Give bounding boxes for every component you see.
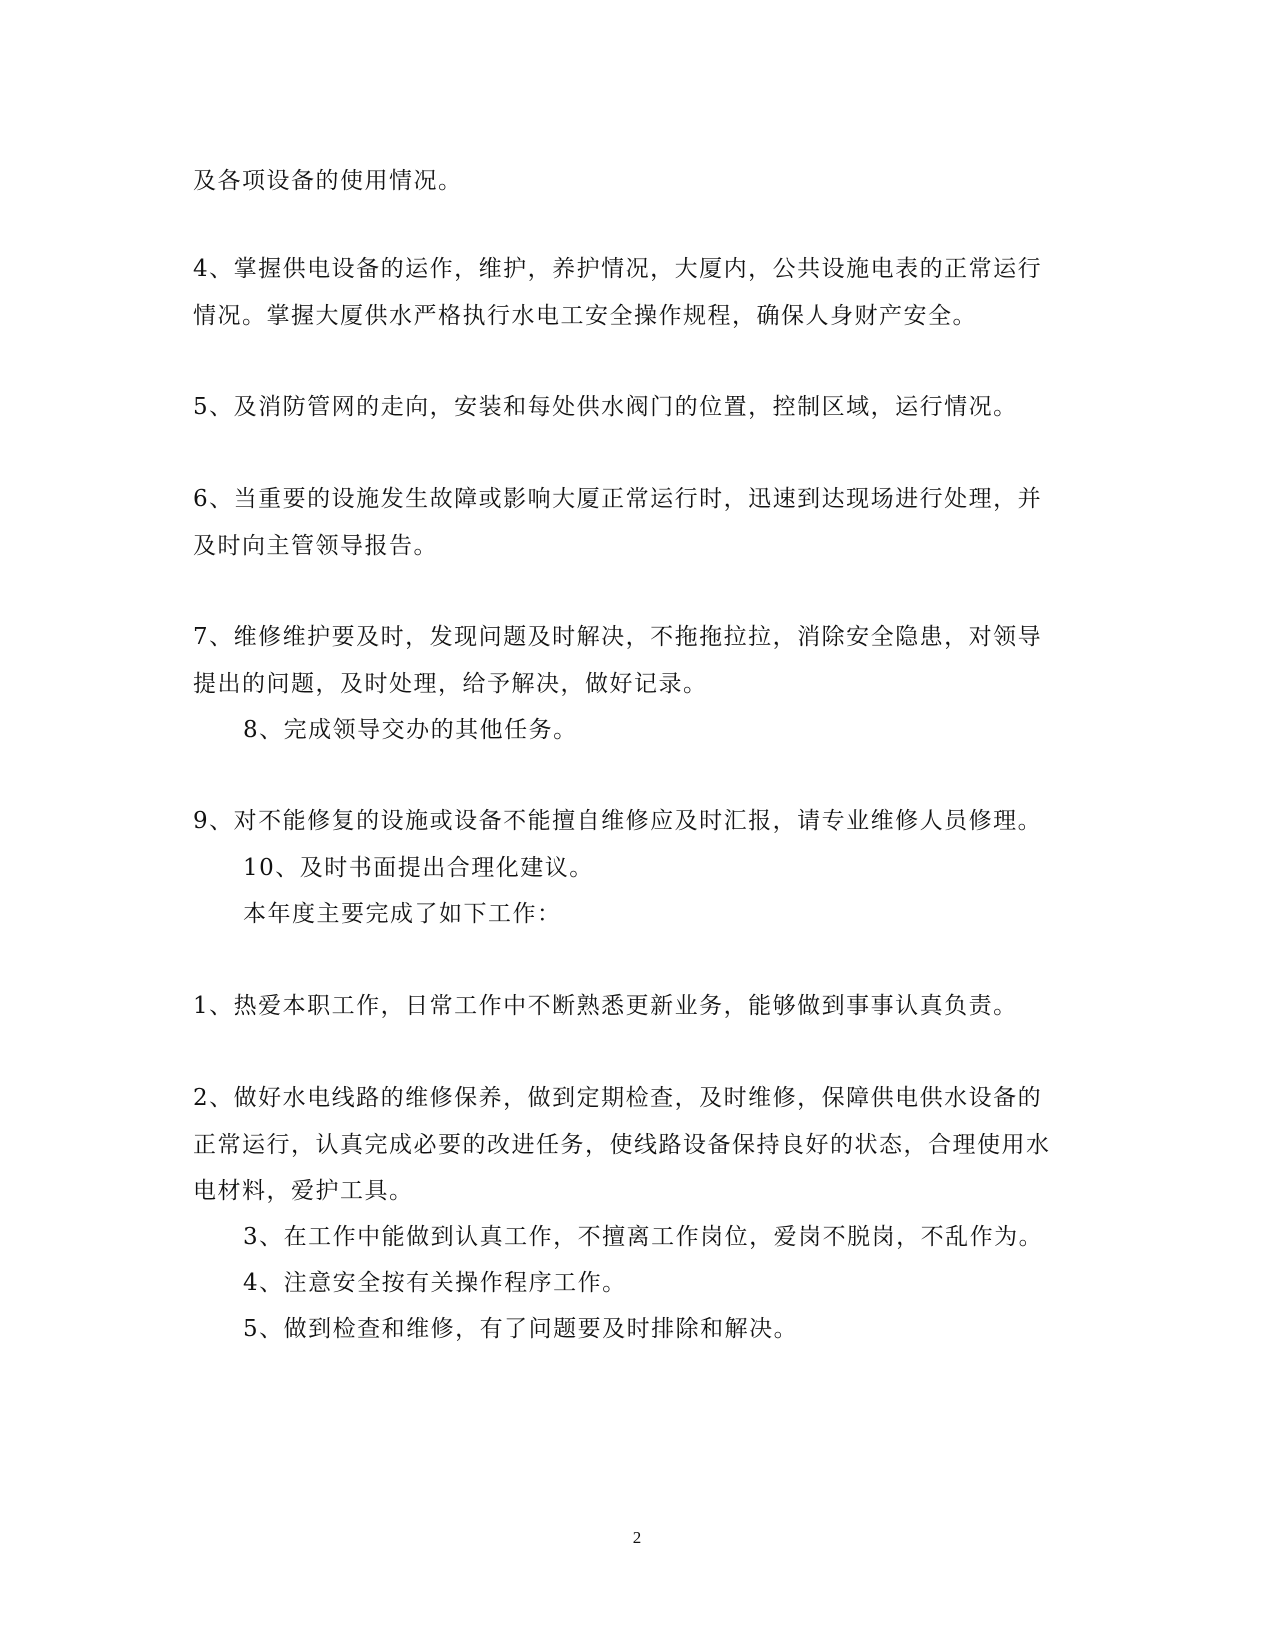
text-line: 及各项设备的使用情况。: [193, 168, 463, 194]
text-line: 提出的问题，及时处理，给予解决，做好记录。: [193, 671, 708, 697]
text-line: 及时向主管领导报告。: [193, 533, 438, 559]
text-line: 情况。掌握大厦供水严格执行水电工安全操作规程，确保人身财产安全。: [193, 303, 977, 329]
text-line: 7、维修维护要及时，发现问题及时解决，不拖拖拉拉，消除安全隐患，对领导: [193, 624, 1043, 650]
text-line: 9、对不能修复的设施或设备不能擅自维修应及时汇报，请专业维修人员修理。: [193, 808, 1043, 834]
text-line: 5、及消防管网的走向，安装和每处供水阀门的位置，控制区域，运行情况。: [193, 394, 1018, 420]
text-line: 2、做好水电线路的维修保养，做到定期检查，及时维修，保障供电供水设备的: [193, 1085, 1043, 1111]
text-line: 6、当重要的设施发生故障或影响大厦正常运行时，迅速到达现场进行处理，并: [193, 486, 1043, 512]
text-line: 正常运行，认真完成必要的改进任务，使线路设备保持良好的状态，合理使用水: [193, 1132, 1051, 1158]
text-line: 电材料，爱护工具。: [193, 1178, 414, 1204]
text-line: 4、注意安全按有关操作程序工作。: [243, 1270, 627, 1296]
page-number: 2: [632, 1528, 642, 1547]
text-line: 本年度主要完成了如下工作：: [243, 901, 562, 927]
text-line: 3、在工作中能做到认真工作，不擅离工作岗位，爱岗不脱岗，不乱作为。: [243, 1224, 1044, 1250]
text-line: 1、热爱本职工作，日常工作中不断熟悉更新业务，能够做到事事认真负责。: [193, 993, 1018, 1019]
text-line: 5、做到检查和维修，有了问题要及时排除和解决。: [243, 1316, 799, 1342]
text-line: 10、及时书面提出合理化建议。: [243, 855, 594, 881]
text-line: 4、掌握供电设备的运作，维护，养护情况，大厦内，公共设施电表的正常运行: [193, 256, 1043, 282]
text-line: 8、完成领导交办的其他任务。: [243, 717, 578, 743]
